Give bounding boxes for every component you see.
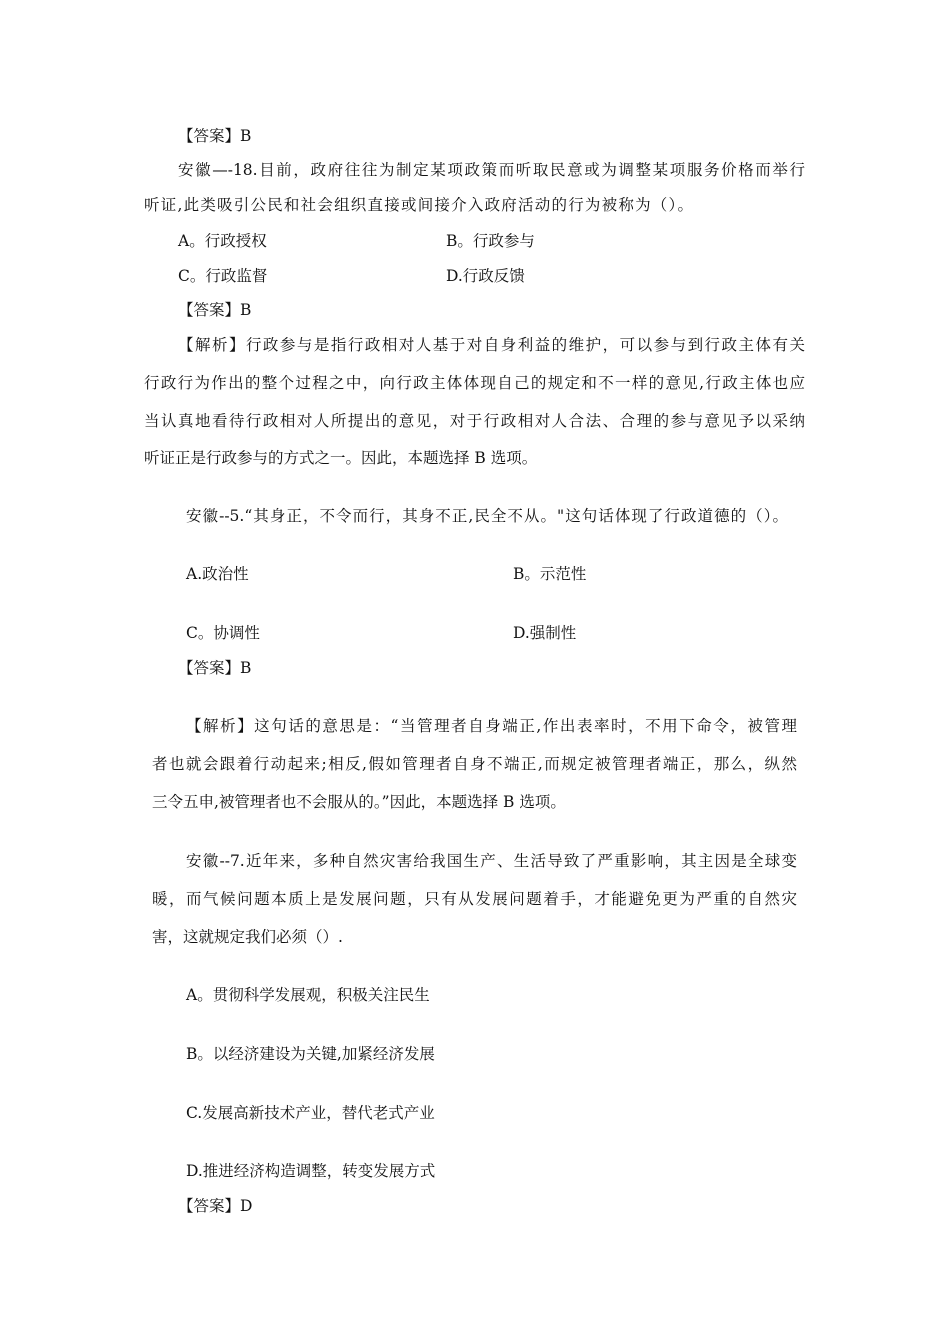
question-stem-line: 安徽—-18.目前，政府往往为制定某项政策而听取民意或为调整某项服务价格而举行 bbox=[178, 161, 805, 179]
option-a: A.政治性 bbox=[186, 565, 249, 583]
analysis-line: 【解析】这句话的意思是：“当管理者自身端正,作出表率时，不用下命令，被管理 bbox=[186, 717, 797, 735]
answer-label: 【答案】B bbox=[178, 301, 252, 319]
option-c: C。行政监督 bbox=[178, 267, 268, 285]
option-b: B。示范性 bbox=[513, 565, 587, 583]
option-d: D.强制性 bbox=[513, 624, 577, 642]
option-b: B。以经济建设为关键,加紧经济发展 bbox=[186, 1045, 435, 1063]
analysis-line: 行政行为作出的整个过程之中，向行政主体体现自己的规定和不一样的意见,行政主体也应 bbox=[144, 374, 805, 392]
question-stem-line: 暖，而气候问题本质上是发展问题，只有从发展问题着手，才能避免更为严重的自然灾 bbox=[152, 890, 797, 908]
analysis-line: 听证正是行政参与的方式之一。因此，本题选择 B 选项。 bbox=[144, 449, 538, 467]
answer-label: 【答案】B bbox=[178, 659, 252, 677]
option-d: D.推进经济构造调整，转变发展方式 bbox=[186, 1162, 436, 1180]
analysis-line: 当认真地看待行政相对人所提出的意见，对于行政相对人合法、合理的参与意见予以采纳 bbox=[144, 412, 805, 430]
question-stem-line: 听证,此类吸引公民和社会组织直接或间接介入政府活动的行为被称为（）。 bbox=[144, 196, 693, 214]
option-b: B。行政参与 bbox=[446, 232, 535, 250]
option-c: C。协调性 bbox=[186, 624, 260, 642]
option-d: D.行政反馈 bbox=[446, 267, 525, 285]
option-a: A。行政授权 bbox=[178, 232, 267, 250]
analysis-line: 三令五申,被管理者也不会服从的。”因此，本题选择 B 选项。 bbox=[152, 793, 566, 811]
answer-label: 【答案】B bbox=[178, 127, 252, 145]
question-stem-line: 安徽--7.近年来，多种自然灾害给我国生产、生活导致了严重影响，其主因是全球变 bbox=[186, 852, 797, 870]
question-stem-line: 安徽--5.“其身正，不令而行，其身不正,民全不从。"这句话体现了行政道德的（）。 bbox=[186, 507, 788, 525]
answer-label: 【答案】D bbox=[178, 1197, 253, 1215]
option-a: A。贯彻科学发展观，积极关注民生 bbox=[186, 986, 430, 1004]
option-c: C.发展高新技术产业，替代老式产业 bbox=[186, 1104, 435, 1122]
analysis-line: 者也就会跟着行动起来;相反,假如管理者自身不端正,而规定被管理者端正，那么，纵然 bbox=[152, 755, 797, 773]
question-stem-line: 害，这就规定我们必须（）. bbox=[152, 928, 343, 946]
analysis-line: 【解析】行政参与是指行政相对人基于对自身利益的维护，可以参与到行政主体有关 bbox=[178, 336, 805, 354]
